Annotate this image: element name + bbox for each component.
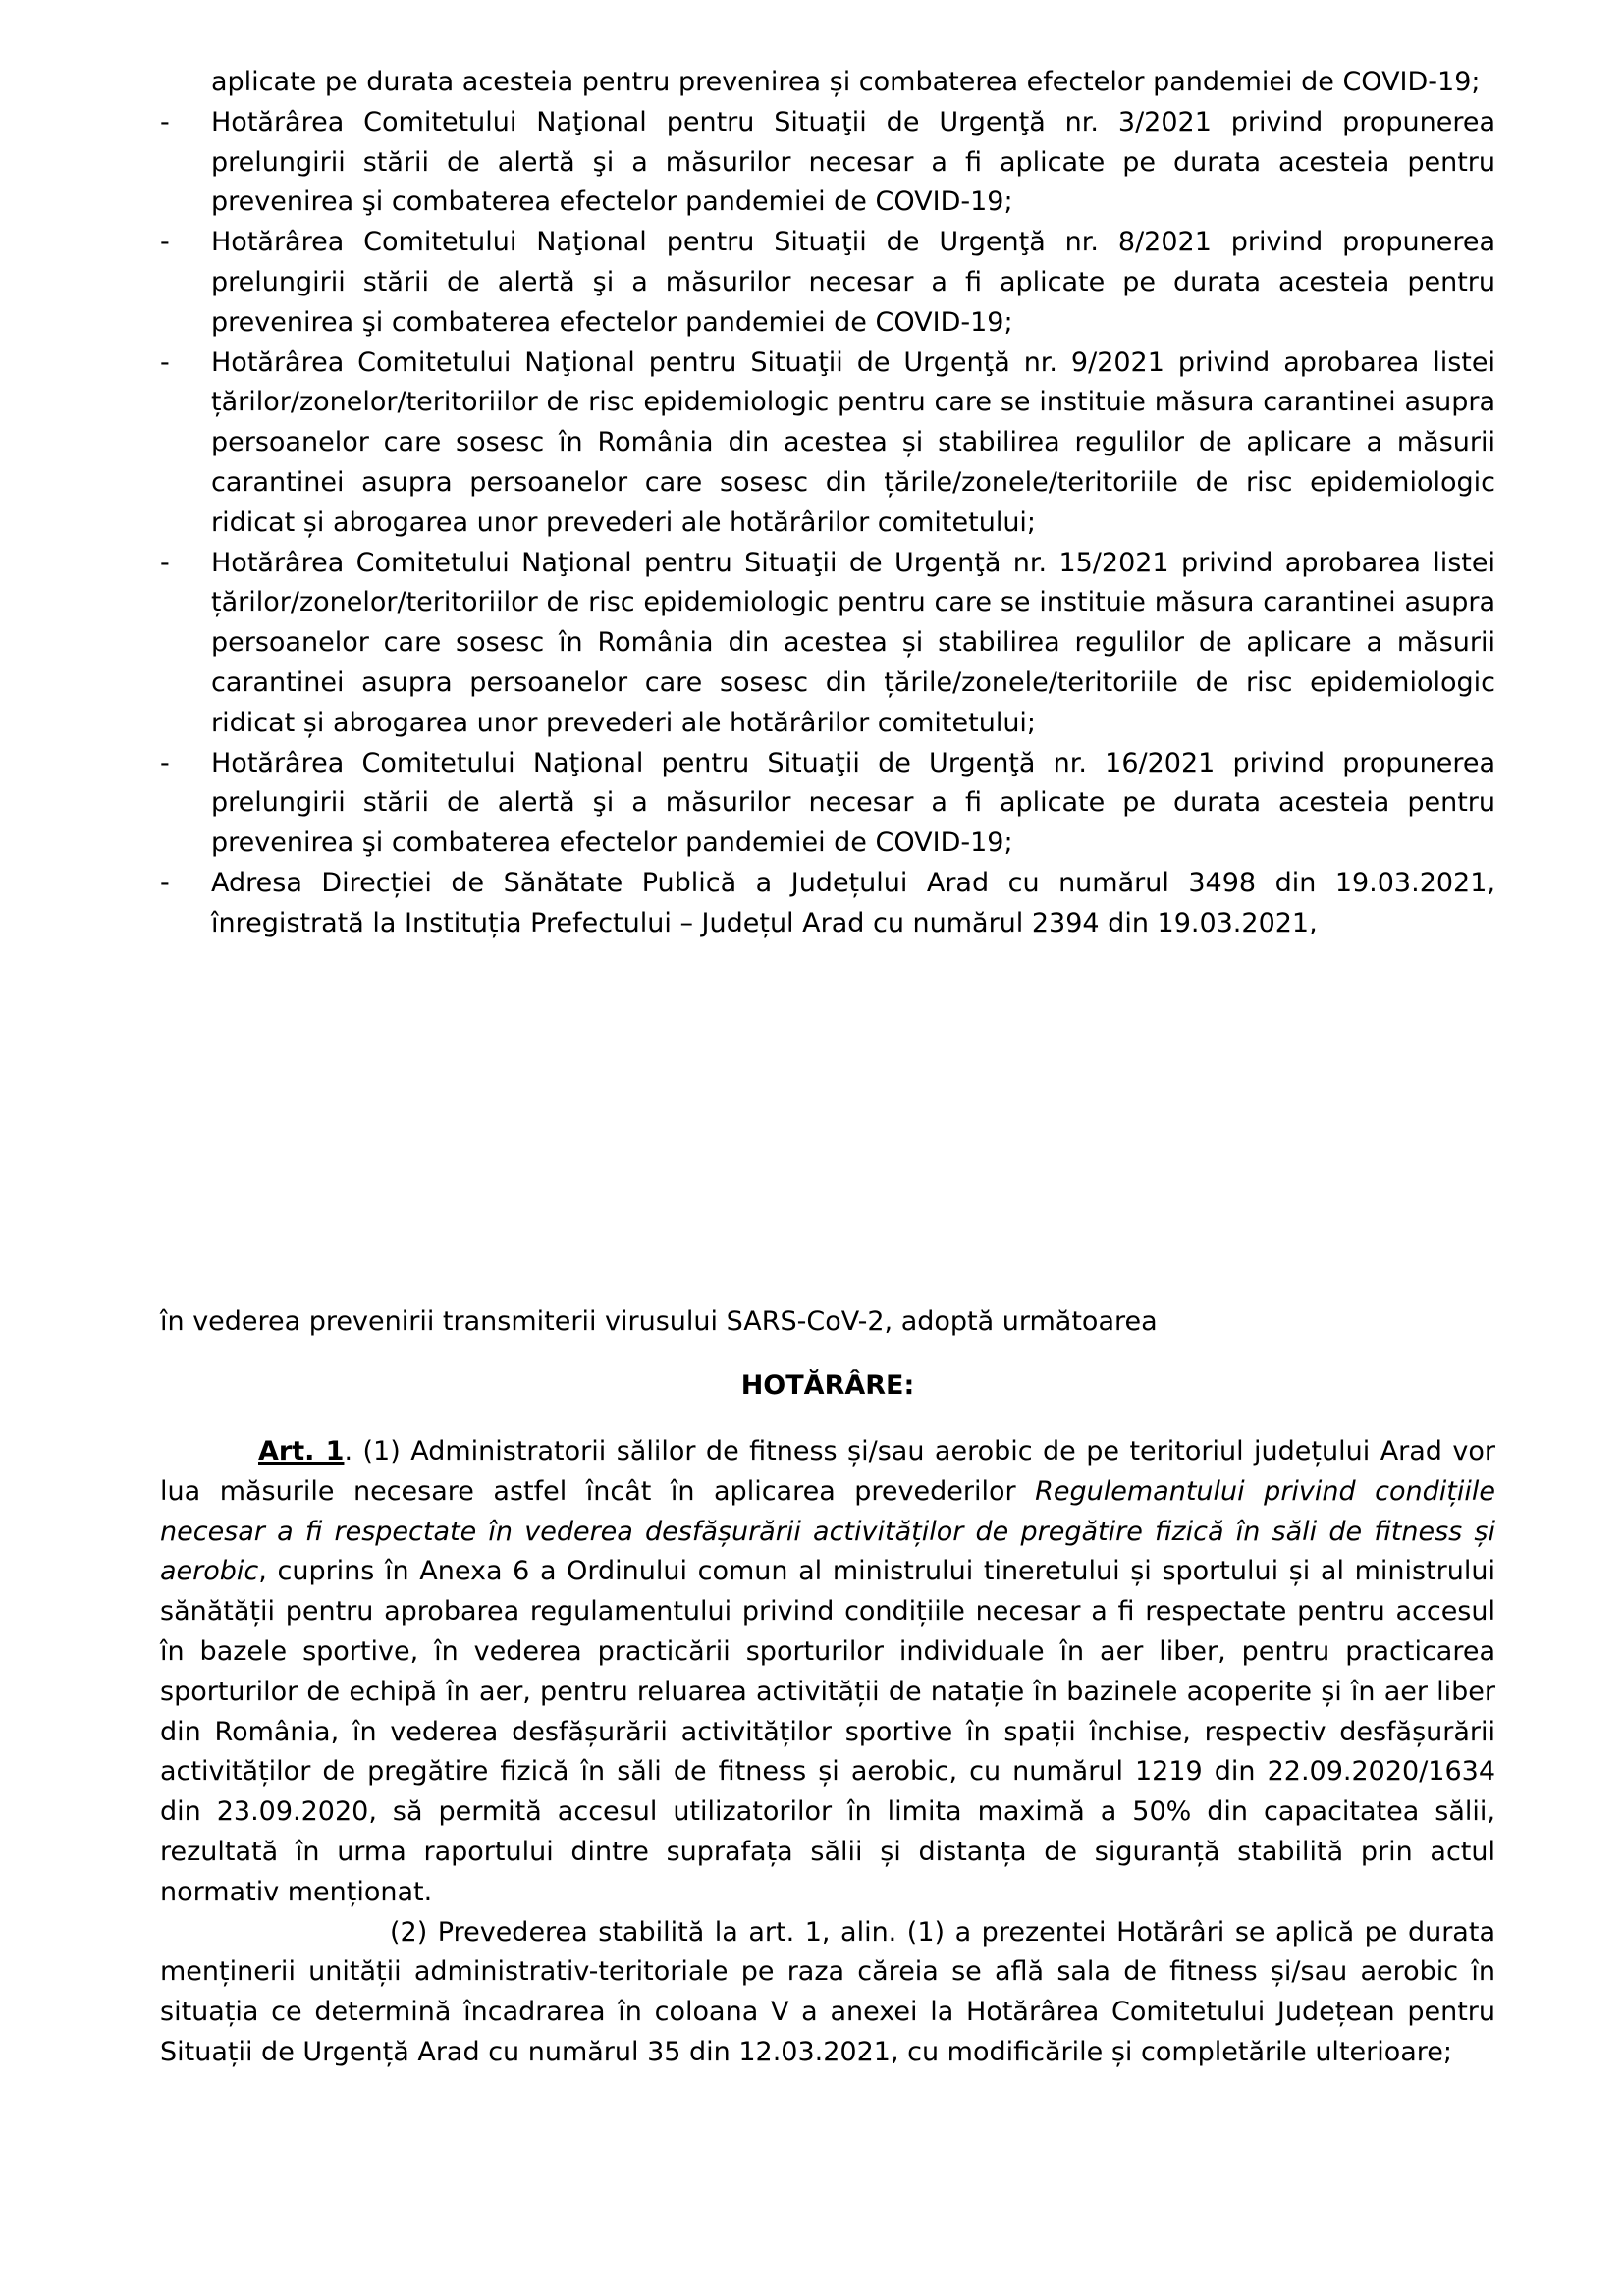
article-1 [160, 1432, 1495, 2073]
article-1-paragraph-2: (2) Prevederea stabilită la art. 1, alin. (1) a prezentei Hotărâri se aplică pe durata menținerii unității administrativ-teritoriale pe raza căreia se află sala de fitness și/sau aerobic în situația ce determină încadrarea în coloana V a anexei la Hotărârea Comitetului Județean pentru Situații de Urgență Arad cu numărul 35 din 12.03.2021, cu modificările și completările ulterioare; [160, 1916, 1495, 2067]
dash-bullet-icon: - [160, 106, 170, 137]
dash-bullet-icon: - [160, 547, 170, 578]
list-item [160, 223, 1495, 343]
list-item-text: Hotărârea Comitetului Naţional pentru Situaţii de Urgenţă nr. 3/2021 privind propunerea prelungirii stării de alertă şi a măsurilor necesar a fi aplicate pe durata acesteia pentru prevenirea şi combaterea efectelor pandemiei de COVID-19; [211, 106, 1495, 218]
regulation-title: Regulemantului privind condițiile necesar a fi respectate în vederea desfășurării activităților de pregătire fizică în săli de fitness și aerobic [160, 1475, 1495, 1587]
list-item-text: Hotărârea Comitetului Naţional pentru Situaţii de Urgenţă nr. 9/2021 privind aprobarea listei țărilor/zonelor/teritoriilor de risc epidemiologic pentru care se instituie măsura carantinei asupra persoanelor care sosesc în România din acestea și stabilirea regulilor de aplicare a măsurii carantinei asupra persoanelor care sosesc din țările/zonele/teritoriile de risc epidemiologic ridicat și abrogarea unor prevederi ale hotărârilor comitetului; [211, 347, 1495, 538]
decision-heading: HOTĂRÂRE: [740, 1370, 915, 1401]
list-item [160, 744, 1495, 864]
paragraph-1-tail: , cuprins în Anexa 6 a Ordinului comun al ministrului tineretului și sportului și al ministrului sănătății pentru aprobarea regulamentului privind condițiile necesar a fi respectate pentru accesul în bazele sportive, în vederea practicării sporturilor individuale în aer liber, pentru practicarea sporturilor de echipă în aer, pentru reluarea activității de natație în bazinele acoperite și în aer liber din România, în vederea desfășurării activităților sportive în spații închise, respectiv desfășurării activităților de pregătire fizică în săli de fitness și aerobic, cu numărul 1219 din 22.09.2020/1634 din 23.09.2020, să permită accesul utilizatorilor în limita maximă a 50% din capacitatea sălii, rezultată în urma raportului dintre suprafața sălii și distanța de siguranță stabilită prin actul normativ menționat. [160, 1556, 1495, 1907]
list-item-continuation [160, 63, 1495, 103]
list-item [160, 103, 1495, 223]
dash-bullet-icon: - [160, 347, 170, 378]
list-item-text: Adresa Direcției de Sănătate Publică a Județului Arad cu numărul 3498 din 19.03.2021, înregistrată la Instituția Prefectului – Județul Arad cu numărul 2394 din 19.03.2021, [211, 867, 1495, 938]
list-item [160, 344, 1495, 544]
dash-bullet-icon: - [160, 747, 170, 778]
continuation-text: aplicate pe durata acesteia pentru prevenirea și combaterea efectelor pandemiei de COVID-19; [211, 67, 1481, 97]
list-item [160, 864, 1495, 944]
intro-sentence: în vederea prevenirii transmiterii virusului SARS-CoV-2, adoptă următoarea [160, 1307, 1158, 1337]
article-1-paragraph-1 [160, 1432, 1495, 1913]
legal-basis-list [160, 63, 1495, 944]
dash-bullet-icon: - [160, 867, 170, 898]
list-item [160, 544, 1495, 744]
paragraph-1-lead: . (1) Administratorii sălilor de fitness și/sau aerobic de pe teritoriul județului Arad vor lua măsurile necesare astfel încât în aplicarea prevederilor [160, 1436, 1496, 1507]
list-item-text: Hotărârea Comitetului Naţional pentru Situaţii de Urgenţă nr. 16/2021 privind propunerea prelungirii stării de alertă şi a măsurilor necesar a fi aplicate pe durata acesteia pentru prevenirea şi combaterea efectelor pandemiei de COVID-19; [211, 747, 1495, 859]
dash-bullet-icon: - [160, 227, 170, 258]
article-1-label: Art. 1 [258, 1436, 345, 1467]
list-item-text: Hotărârea Comitetului Naţional pentru Situaţii de Urgenţă nr. 15/2021 privind aprobarea listei țărilor/zonelor/teritoriilor de risc epidemiologic pentru care se instituie măsura carantinei asupra persoanelor care sosesc în România din acestea și stabilirea regulilor de aplicare a măsurii carantinei asupra persoanelor care sosesc din țările/zonele/teritoriile de risc epidemiologic ridicat și abrogarea unor prevederi ale hotărârilor comitetului; [211, 547, 1495, 738]
list-item-text: Hotărârea Comitetului Naţional pentru Situaţii de Urgenţă nr. 8/2021 privind propunerea prelungirii stării de alertă şi a măsurilor necesar a fi aplicate pe durata acesteia pentru prevenirea şi combaterea efectelor pandemiei de COVID-19; [211, 227, 1495, 338]
